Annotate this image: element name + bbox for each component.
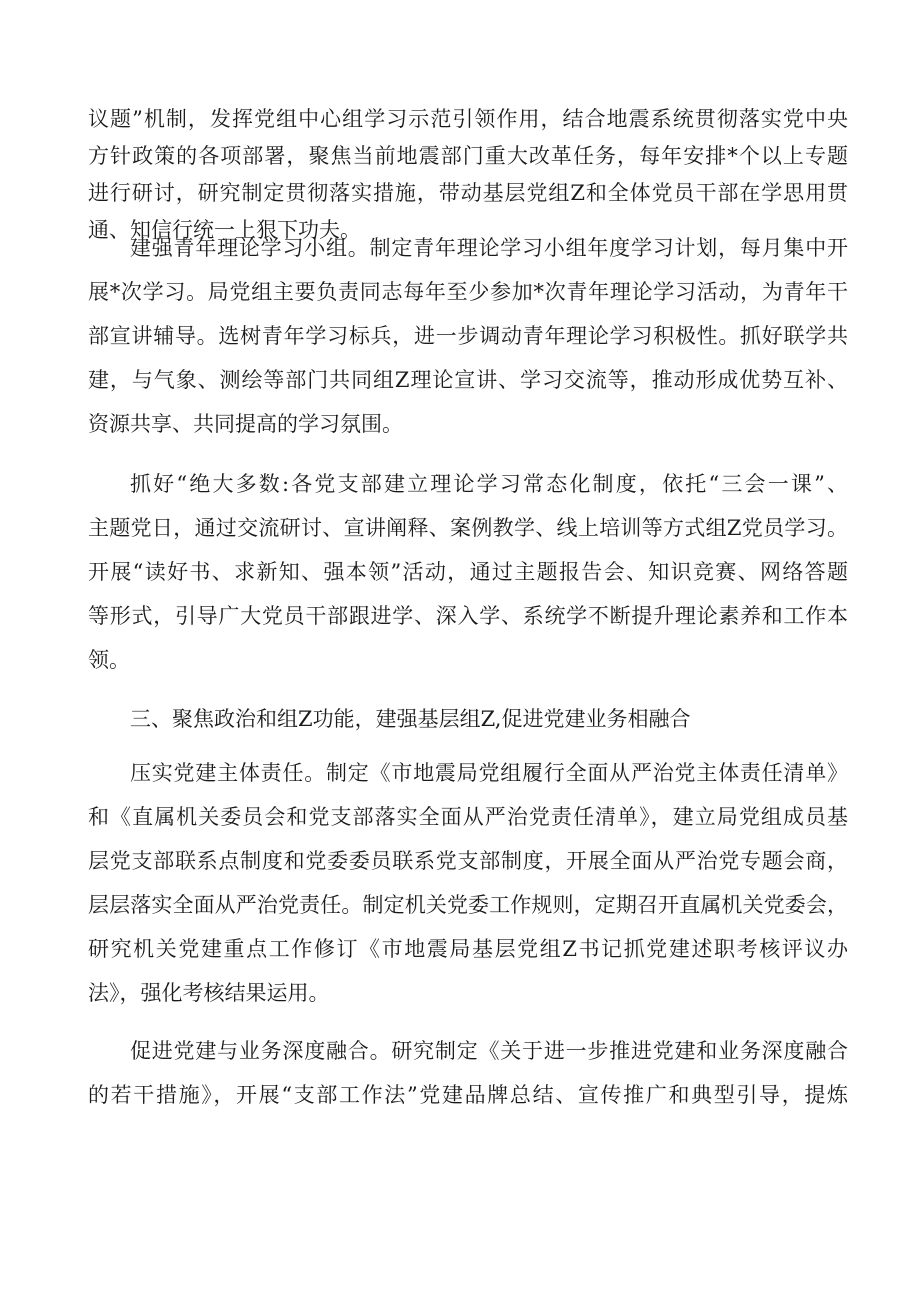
paragraph-5-line-1: 促进党建与业务深度融合。研究制定《关于进一步推进党建和业务深度融合 <box>130 1039 848 1063</box>
paragraph-2-line-5: 资源共享、共同提高的学习氛围。 <box>88 412 403 436</box>
paragraph-2-line-1: 建强青年理论学习小组。制定青年理论学习小组年度学习计划，每月集中开 <box>130 236 848 260</box>
paragraph-3-line-4: 等形式，引导广大党员干部跟进学、深入学、系统学不断提升理论素养和工作本 <box>88 604 848 628</box>
paragraph-2-line-3: 部宣讲辅导。选树青年学习标兵，进一步调动青年理论学习积极性。抓好联学共 <box>88 324 848 348</box>
paragraph-4-line-3: 层党支部联系点制度和党委委员联系党支部制度，开展全面从严治党专题会商， <box>88 849 848 873</box>
paragraph-5-line-2: 的若干措施》，开展“支部工作法”党建品牌总结、宣传推广和典型引导，提炼 <box>88 1083 848 1107</box>
paragraph-2-line-2: 展*次学习。局党组主要负责同志每年至少参加*次青年理论学习活动，为青年干 <box>88 280 848 304</box>
paragraph-4-line-6: 法》，强化考核结果运用。 <box>88 981 330 1005</box>
paragraph-3-line-5: 领。 <box>88 648 130 672</box>
paragraph-1-line-3: 进行研讨，研究制定贯彻落实措施，带动基层党组Z和全体党员干部在学思用贯 <box>88 181 848 205</box>
paragraph-3-line-1: 抓好“绝大多数:各党支部建立理论学习常态化制度，依托“三会一课”、 <box>130 472 848 496</box>
paragraph-3-line-3: 开展“读好书、求新知、强本领”活动，通过主题报告会、知识竞赛、网络答题 <box>88 560 848 584</box>
paragraph-1-line-4: 通、知信行统一上狠下功夫。 <box>88 218 361 242</box>
paragraph-3-line-2: 主题党日，通过交流研讨、宣讲阐释、案例教学、线上培训等方式组Z党员学习。 <box>88 516 848 540</box>
paragraph-4-line-2: 和《直属机关委员会和党支部落实全面从严治党责任清单》，建立局党组成员基 <box>88 805 848 829</box>
paragraph-1-line-1: 议题”机制，发挥党组中心组学习示范引领作用，结合地震系统贯彻落实党中央 <box>88 107 848 131</box>
section-heading-3: 三、聚焦政治和组Z功能，建强基层组Z,促进党建业务相融合 <box>130 707 691 731</box>
paragraph-4-line-4: 层层落实全面从严治党责任。制定机关党委工作规则，定期召开直属机关党委会， <box>88 893 848 917</box>
paragraph-4-line-1: 压实党建主体责任。制定《市地震局党组履行全面从严治党主体责任清单》 <box>130 761 848 785</box>
paragraph-2-line-4: 建，与气象、测绘等部门共同组Z理论宣讲、学习交流等，推动形成优势互补、 <box>88 368 848 392</box>
paragraph-4-line-5: 研究机关党建重点工作修订《市地震局基层党组Z书记抓党建述职考核评议办 <box>88 937 848 961</box>
paragraph-1-line-2: 方针政策的各项部署，聚焦当前地震部门重大改革任务，每年安排*个以上专题 <box>88 144 848 168</box>
